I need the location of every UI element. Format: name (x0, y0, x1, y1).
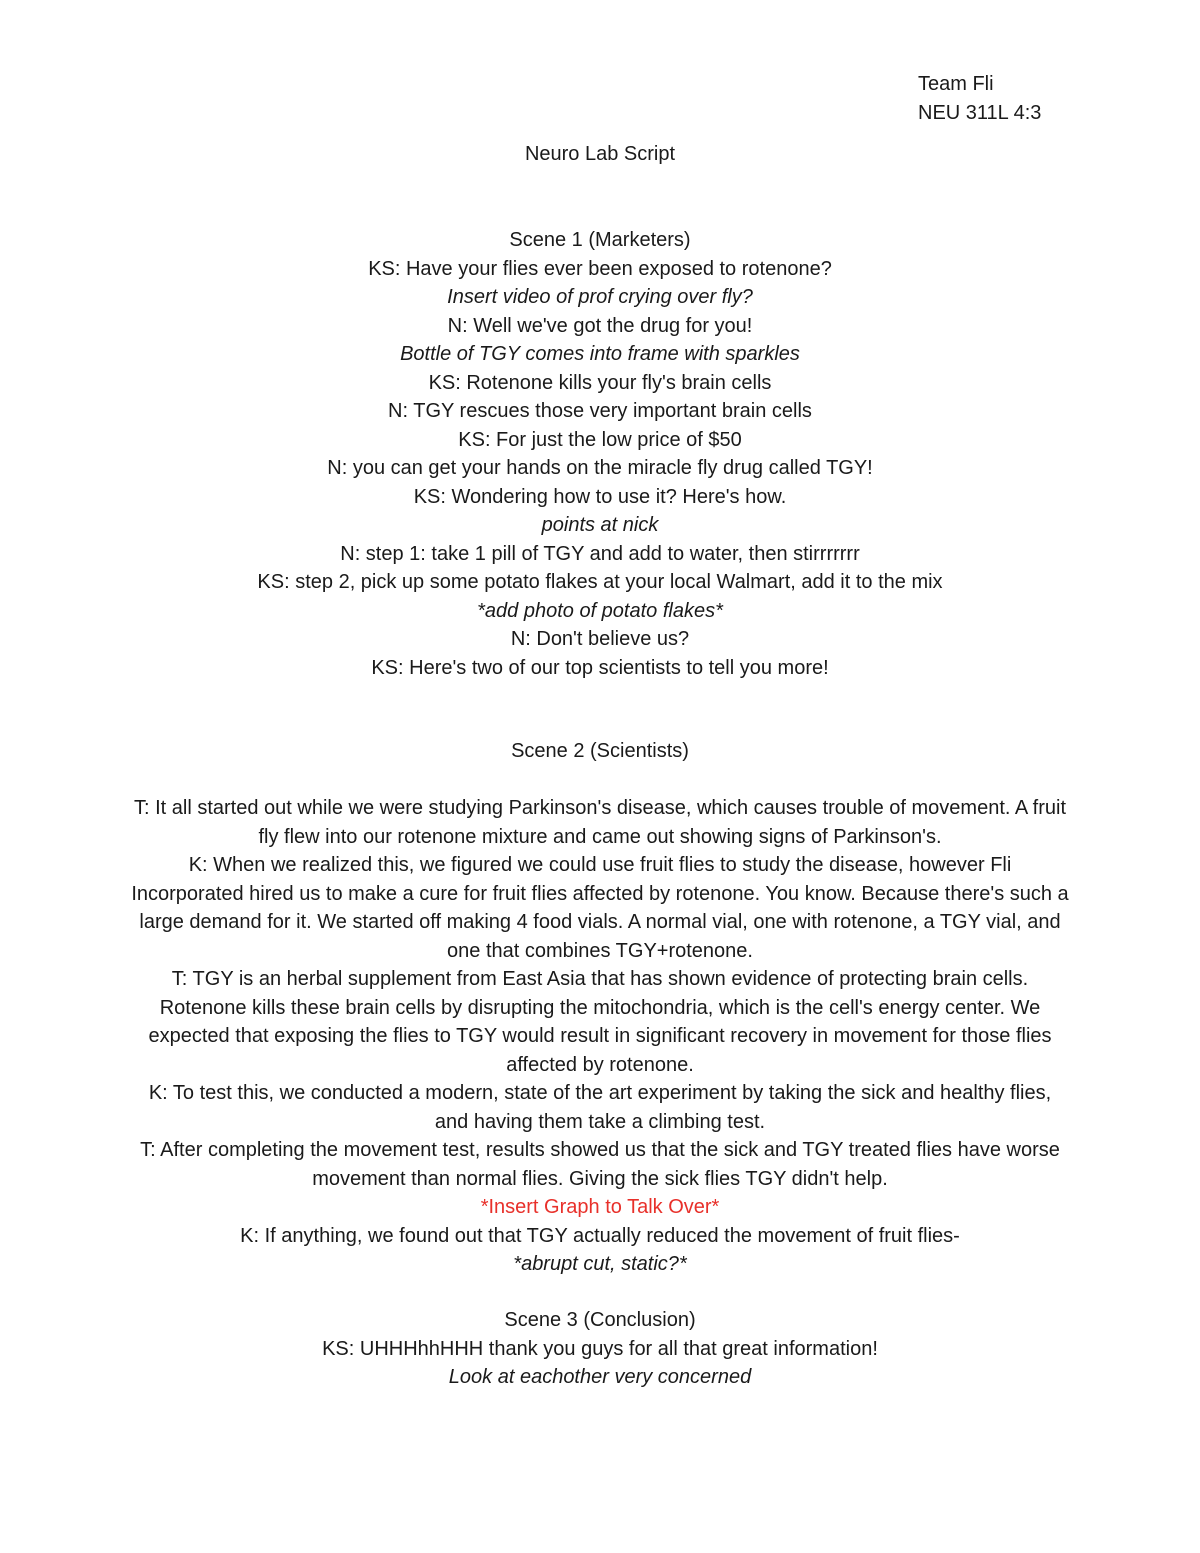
script-line: T: TGY is an herbal supplement from East Asia that has shown evidence of protecting brain cells. Rotenone kills these brain cells by disrupting the mitochondria, which is the cell's energy center. We expected that exposing the flies to TGY would result in significant recovery in movement for those flies affected by rotenone. (148, 968, 1052, 1076)
script-line: K: If anything, we found out that TGY actually reduced the movement of fruit flies- (240, 1224, 960, 1247)
script-line: *add photo of potato flakes* (477, 599, 723, 622)
script-line: points at nick (541, 514, 659, 536)
script-line: N: TGY rescues those very important brain cells (388, 400, 812, 422)
script-line: KS: Wondering how to use it? Here's how. (413, 485, 787, 508)
document-title: Neuro Lab Script (524, 143, 676, 165)
script-line: Look at eachother very concerned (448, 1366, 752, 1388)
script-line: KS: Have your flies ever been exposed to rotenone? (368, 257, 832, 280)
script-line: T: It all started out while we were studying Parkinson's disease, which causes trouble of movement. A fruit fly flew into our rotenone mixture and came out showing signs of Parkinson's. (133, 797, 1067, 848)
scene-2-paragraphs (130, 794, 1070, 1279)
script-line: N: you can get your hands on the miracle fly drug called TGY! (327, 457, 873, 479)
script-line: N: step 1: take 1 pill of TGY and add to water, then stirrrrrrr (340, 542, 860, 565)
script-line: KS: UHHHhhHHH thank you guys for all that great information! (322, 1337, 878, 1360)
scene-3 (130, 1306, 1070, 1392)
script-line: KS: Here's two of our top scientists to tell you more! (371, 656, 829, 679)
script-line: *abrupt cut, static?* (513, 1253, 687, 1275)
scene-1 (130, 226, 1070, 682)
script-line: Insert video of prof crying over fly? (447, 286, 753, 308)
scene-1-lines (130, 255, 1070, 683)
script-line: *Insert Graph to Talk Over* (480, 1196, 720, 1218)
script-line: K: To test this, we conducted a modern, state of the art experiment by taking the sick and healthy flies, and having them take a climbing test. (148, 1082, 1052, 1133)
script-line: KS: Rotenone kills your fly's brain cells (428, 371, 772, 394)
header-block (918, 70, 1041, 128)
script-line: T: After completing the movement test, results showed us that the sick and TGY treated flies have worse movement than normal flies. Giving the sick flies TGY didn't help. (140, 1139, 1060, 1190)
script-line: Bottle of TGY comes into frame with sparkles (400, 343, 800, 365)
script-line: KS: For just the low price of $50 (458, 428, 742, 451)
script-line: N: Well we've got the drug for you! (447, 314, 753, 337)
scene-heading: Scene 2 (Scientists) (511, 740, 689, 762)
scene-heading: Scene 3 (Conclusion) (504, 1309, 696, 1331)
scene-2 (130, 737, 1070, 1279)
script-line: N: Don't believe us? (510, 628, 690, 650)
scene-heading: Scene 1 (Marketers) (509, 229, 691, 251)
script-line: K: When we realized this, we figured we could use fruit flies to study the disease, however Fli Incorporated hired us to make a cure for fruit flies affected by rotenone. You know. Because there's such a large demand for it. We started off making 4 food vials. A normal vial, one with rotenone, a TGY vial, and one that combines TGY+rotenone. (131, 854, 1069, 962)
scene-3-lines (130, 1335, 1070, 1392)
course-code: NEU 311L 4:3 (918, 102, 1042, 124)
team-name: Team Fli (918, 73, 994, 95)
script-line: KS: step 2, pick up some potato flakes at your local Walmart, add it to the mix (257, 571, 943, 593)
